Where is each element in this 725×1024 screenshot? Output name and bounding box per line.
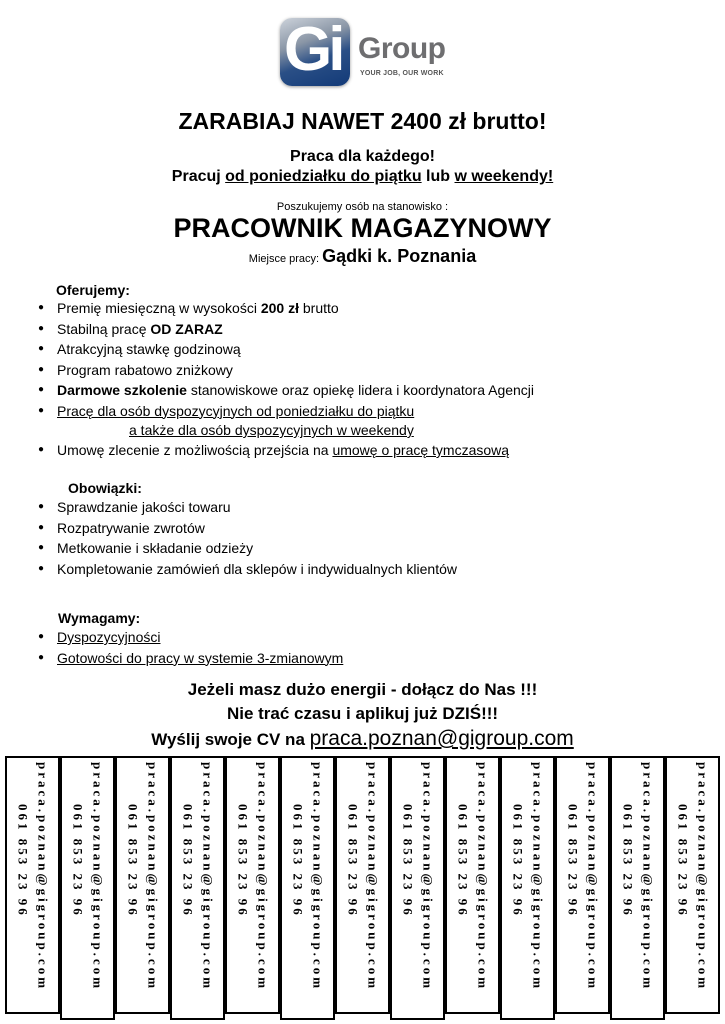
cta-line-1: Jeżeli masz dużo energii - dołącz do Nas !!! [187, 680, 538, 699]
subheadline-1: Praca dla każdego! [290, 148, 435, 165]
offer-item [38, 298, 534, 319]
offer-item-bold: Darmowe szkolenie [57, 382, 187, 398]
strip-text [68, 762, 108, 991]
workplace [0, 246, 725, 267]
strip-phone: 061 853 23 96 [290, 804, 306, 918]
tear-off-strip [390, 756, 445, 1020]
logo-tagline: YOUR JOB, OUR WORK [360, 70, 444, 77]
strip-text [618, 762, 658, 991]
tear-off-strip [555, 756, 610, 1014]
cta-line-2: Nie trać czasu i aplikuj już DZIŚ!!! [226, 704, 499, 723]
bullet-icon: ● [38, 521, 45, 533]
strip-phone: 061 853 23 96 [15, 804, 31, 918]
strip-email: praca.poznan@gigroup.com [200, 762, 216, 992]
strip-text [233, 762, 273, 991]
strip-email: praca.poznan@gigroup.com [255, 762, 271, 992]
requirements-title: Wymagamy: [58, 610, 141, 626]
bullet-icon: ● [38, 501, 45, 512]
offer-item-text: umowę o pracę tymczasową [332, 442, 510, 458]
sub2-part-b: od poniedziałku do piątku [225, 168, 422, 185]
offer-item [38, 360, 534, 381]
cta-text: Wyślij swoje CV na [151, 730, 310, 749]
offer-item [38, 380, 534, 401]
tear-off-strip [225, 756, 280, 1014]
duty-item-text: Rozpatrywanie zwrotów [57, 519, 205, 536]
strip-text [508, 762, 548, 991]
tear-off-strip [445, 756, 500, 1014]
workplace-label: Miejsce pracy: [248, 253, 323, 265]
strip-email: praca.poznan@gigroup.com [365, 762, 381, 992]
bullet-icon: ● [38, 562, 45, 574]
strip-phone: 061 853 23 96 [510, 804, 526, 918]
strip-phone: 061 853 23 96 [565, 804, 581, 918]
requirement-item-text: Dyspozycyjności [57, 629, 161, 645]
position-title: PRACOWNIK MAGAZYNOWY [173, 213, 552, 243]
tear-off-strips [5, 756, 720, 1020]
strip-text [343, 762, 383, 991]
offer-item-text: Program rabatowo zniżkowy [57, 361, 233, 378]
offer-item-bold: OD ZARAZ [150, 320, 223, 337]
strip-phone: 061 853 23 96 [180, 804, 196, 918]
strip-phone: 061 853 23 96 [70, 804, 86, 918]
strip-phone: 061 853 23 96 [620, 804, 636, 918]
tear-off-strip [115, 756, 170, 1014]
offer-item-text: Premię miesięczną w wysokości [57, 300, 261, 316]
requirements-list [38, 627, 343, 668]
tear-off-strip [500, 756, 555, 1020]
strip-text [563, 762, 603, 991]
tear-off-strip [5, 756, 60, 1014]
strip-email: praca.poznan@gigroup.com [90, 762, 106, 992]
bullet-icon: ● [38, 542, 45, 553]
strip-text [178, 762, 218, 991]
bullet-icon: ● [38, 343, 45, 354]
tear-off-strip [665, 756, 720, 1014]
headline: ZARABIAJ NAWET 2400 zł brutto! [178, 108, 547, 134]
duty-item [38, 538, 457, 559]
strip-phone: 061 853 23 96 [235, 804, 251, 918]
strip-text [453, 762, 493, 991]
strip-email: praca.poznan@gigroup.com [475, 762, 491, 992]
tear-off-strip [610, 756, 665, 1020]
position-intro: Poszukujemy osób na stanowisko : [276, 201, 449, 213]
gi-group-logo [280, 16, 450, 88]
strip-text [13, 762, 53, 991]
subheadline-2 [0, 168, 725, 186]
requirement-item-text: Gotowości do pracy w systemie 3-zmianowym [57, 649, 344, 666]
tear-off-strip [60, 756, 115, 1020]
duties-list [38, 497, 457, 579]
strip-email: praca.poznan@gigroup.com [695, 762, 711, 992]
requirement-item [38, 648, 343, 669]
strip-email: praca.poznan@gigroup.com [585, 762, 601, 992]
strip-email: praca.poznan@gigroup.com [310, 762, 326, 992]
logo-mark-text: Gi [284, 18, 342, 84]
offer-item [38, 440, 534, 461]
strip-text [288, 762, 328, 991]
offer-item-text: Stabilną pracę [57, 320, 151, 337]
bullet-icon: ● [38, 404, 45, 416]
bullet-icon: ● [38, 631, 45, 642]
bullet-icon: ● [38, 302, 45, 313]
strip-text [398, 762, 438, 991]
strip-phone: 061 853 23 96 [345, 804, 361, 918]
bullet-icon: ● [38, 444, 45, 455]
cta-line-3 [0, 727, 725, 751]
bullet-icon: ● [38, 322, 45, 334]
duties-title: Obowiązki: [68, 480, 142, 496]
offer-item-text: a także dla osób dyspozycyjnych w weekendy [129, 422, 414, 438]
offer-list [38, 298, 534, 461]
duty-item-text: Sprawdzanie jakości towaru [57, 499, 231, 515]
strip-text [123, 762, 163, 991]
strip-email: praca.poznan@gigroup.com [420, 762, 436, 992]
strip-email: praca.poznan@gigroup.com [145, 762, 161, 992]
sub2-part-a: Pracuj [171, 168, 226, 185]
logo-name: Group [358, 32, 446, 65]
bullet-icon: ● [38, 363, 45, 375]
logo-mark [280, 18, 350, 86]
strip-email: praca.poznan@gigroup.com [530, 762, 546, 992]
offer-item-bold: 200 zł [260, 300, 299, 316]
duty-item-text: Kompletowanie zamówień dla sklepów i indywidualnych klientów [57, 560, 457, 577]
strip-phone: 061 853 23 96 [125, 804, 141, 918]
offer-title: Oferujemy: [56, 282, 130, 298]
offer-item-text: Umowę zlecenie z możliwością przejścia na [57, 442, 333, 458]
duty-item [38, 497, 457, 518]
bullet-icon: ● [38, 651, 45, 663]
offer-item [38, 319, 534, 340]
sub2-part-c: lub [421, 168, 455, 185]
strip-email: praca.poznan@gigroup.com [640, 762, 656, 992]
strip-phone: 061 853 23 96 [675, 804, 691, 918]
tear-off-strip [335, 756, 390, 1014]
sub2-part-d: w weekendy! [454, 168, 554, 185]
workplace-value: Gądki k. Poznania [322, 246, 477, 266]
duty-item [38, 559, 457, 580]
tear-off-strip [170, 756, 225, 1020]
offer-item-text: Pracę dla osób dyspozycyjnych od poniedziałku do piątku [57, 402, 415, 419]
duty-item-text: Metkowanie i składanie odzieży [57, 540, 254, 556]
duty-item [38, 518, 457, 539]
strip-phone: 061 853 23 96 [455, 804, 471, 918]
cta-email-link[interactable]: praca.poznan@gigroup.com [309, 727, 574, 750]
strip-text [673, 762, 713, 991]
strip-email: praca.poznan@gigroup.com [35, 762, 51, 992]
offer-item-text: brutto [298, 300, 339, 316]
tear-off-strip [280, 756, 335, 1020]
offer-item-text: stanowiskowe oraz opiekę lidera i koordynatora Agencji [186, 382, 535, 398]
requirement-item [38, 627, 343, 648]
offer-item [38, 401, 534, 422]
offer-item-text: Atrakcyjną stawkę godzinową [57, 341, 241, 357]
offer-item-continuation [38, 421, 534, 440]
strip-phone: 061 853 23 96 [400, 804, 416, 918]
bullet-icon: ● [38, 384, 45, 395]
offer-item [38, 339, 534, 360]
